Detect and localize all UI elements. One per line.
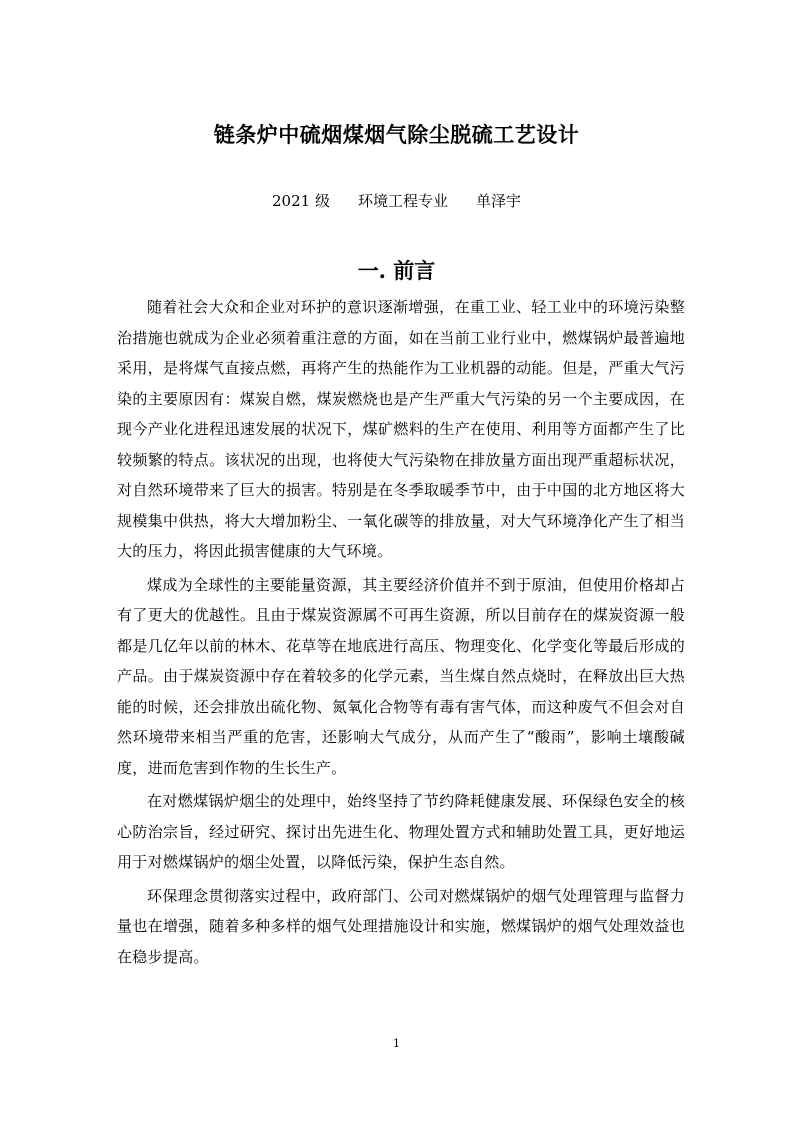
- body-text: [117, 292, 685, 975]
- section-heading: 一. 前言: [357, 258, 436, 283]
- paragraph: 在对燃煤锅炉烟尘的处理中，始终坚持了节约降耗健康发展、环保绿色安全的核心防治宗旨，经过研究、探讨出先进生化、物理处置方式和辅助处置工具，更好地运用于对燃煤锅炉的烟尘处置，以降低污染，保护生态自然。: [117, 792, 685, 871]
- paragraph: 煤成为全球性的主要能量资源，其主要经济价值并不到于原油，但使用价格却占有了更大的优越性。且由于煤炭资源属不可再生资源，所以目前存在的煤炭资源一般都是几亿年以前的林木、花草等在地底进行高压、物理变化、化学变化等最后形成的产品。由于煤炭资源中存在着较多的化学元素，当生煤自然点烧时，在释放出巨大热能的时候，还会排放出硫化物、氮氧化合物等有毒有害气体，而这种废气不但会对自然环境带来相当严重的危害，还影响大气成分，从而产生了“酸雨”，影响土壤酸碱度，进而危害到作物的生长生产。: [117, 575, 685, 777]
- page-number: 1: [393, 1037, 400, 1050]
- major-label: 环境工程专业: [357, 192, 448, 210]
- author-name: 单泽宇: [475, 192, 521, 210]
- grade-label: 2021 级: [272, 192, 330, 210]
- author-byline: [0, 190, 793, 212]
- paragraph: 环保理念贯彻落实过程中，政府部门、公司对燃煤锅炉的烟气处理管理与监督力量也在增强，随着多种多样的烟气处理措施设计和实施，燃煤锅炉的烟气处理效益也在稳步提高。: [117, 886, 685, 966]
- paragraph: 随着社会大众和企业对环护的意识逐渐增强，在重工业、轻工业中的环境污染整治措施也就成为企业必须着重注意的方面，如在当前工业行业中，燃煤锅炉最普遍地采用，是将煤气直接点燃，再将产生的热能作为工业机器的动能。但是，严重大气污染的主要原因有：煤炭自燃，煤炭燃烧也是产生严重大气污染的另一个主要成因，在现今产业化进程迅速发展的状况下，煤矿燃料的生产在使用、利用等方面都产生了比较频繁的特点。该状况的出现，也将使大气污染物在排放量方面出现严重超标状况，对自然环境带来了巨大的损害。特别是在冬季取暖季节中，由于中国的北方地区将大规模集中供热，将大大增加粉尘、一氧化碳等的排放量，对大气环境净化产生了相当大的压力，将因此损害健康的大气环境。: [117, 298, 685, 560]
- document-title: 链条炉中硫烟煤烟气除尘脱硫工艺设计: [213, 122, 580, 147]
